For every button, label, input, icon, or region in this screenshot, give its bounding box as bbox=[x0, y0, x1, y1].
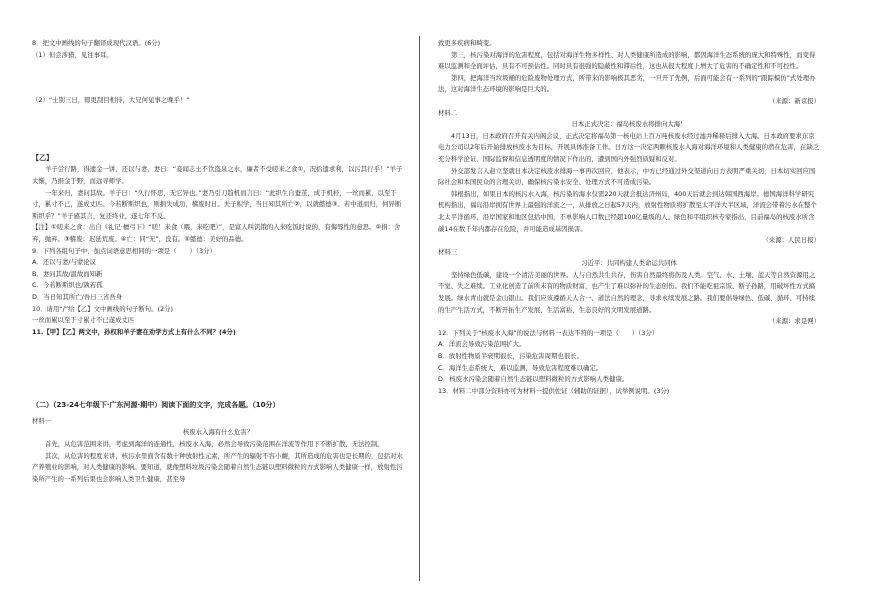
left-column bbox=[32, 38, 404, 485]
material-3-source: （来源：求是网） bbox=[768, 317, 820, 326]
material-1-source: （来源：新京报） bbox=[768, 96, 820, 105]
section-2-heading: （二）（23-24七年级下·广东河源·期中）阅读下面的文字，完成各题。（10分） bbox=[32, 401, 280, 410]
material-3-label: 材料三 bbox=[438, 247, 458, 256]
material-1-paragraph-3: 第三，核污染对海洋的危害程度，包括对海洋生物多样性、对人类健康所造成的影响，都因海洋生态系统的庞大和特殊性，而变得难以监测和全面评估，具有不可预估性。同时具有很强的隐蔽性和滞后性，这也从很大程度上增大了危害的不确定性和不可控性。 bbox=[438, 50, 816, 71]
answer-space bbox=[32, 61, 404, 95]
question-9-option-b: B．妻问其故/温故而知新 bbox=[32, 269, 103, 278]
question-9-option-c: C．今若断斯织也/孰若孤 bbox=[32, 281, 103, 290]
material-2-paragraph-3: 韩根指出，如果日本的核污水入海，核污染的海水仅需220天就会抵达济州岛，400天后就会到达韩国西海岸。德国海洋科学研究机构指出，福岛沿岸拥有世界上最强的洋流之一，从排放之日起57天内，放射性物质将扩散至太平洋大半区域，洋流会带着污水在整个北太平洋循环，沿岸国家和地区包括中国，不单影响人口数已经超100亿量级的人。绿色和平组织核专家指出，目前福岛的核废水所含碳14在数千年内都存在危险，并可能造成基因损害。 bbox=[438, 189, 817, 233]
question-11: 11.【甲】【乙】两文中，孙权和羊子妻在劝学方式上有什么不同？(4分) bbox=[32, 327, 236, 336]
material-1-paragraph-4: 第四，把海洋当垃圾桶的危险废物处理方式，所带来的影响极其恶劣，一旦开了先例，后面可能会有一系列的“跟踪模仿”式处理办法，这对海洋生态环境的影响是巨大的。 bbox=[438, 73, 816, 94]
material-3-title: 习近平：共同构建人类命运共同体 bbox=[581, 259, 677, 268]
material-2-paragraph-2: 外交部发言人赵立坚就日本决定核废水排海一事再次回应，他表示，中方已经通过外交渠道向日方表明严重关切，日本切实回应国际社会和本国民众的合理关切，确保核污染水安全、处理方式不可造成污染。 bbox=[438, 166, 816, 187]
question-12-option-c: C．海洋生态系统大，难以监测，导致危害程度难以确定。 bbox=[438, 363, 603, 372]
passage-yi-heading: 【乙】 bbox=[32, 153, 53, 162]
material-1-continuation: 致更多疾病和畸变。 bbox=[438, 39, 496, 47]
question-13: 13．材料二中部分资料亦可为材料一提供佐证（辅助的证据），试举例说明。(3分) bbox=[438, 386, 670, 395]
material-1-title: 核废水入海有什么危害？ bbox=[182, 428, 254, 437]
right-column bbox=[438, 38, 820, 397]
question-8: 8．把文中画线的句子翻译成现代汉语。(6分) bbox=[32, 39, 161, 47]
question-9-option-d: D．当日知其所亡/吾日三省吾身 bbox=[32, 292, 123, 301]
passage-yi-paragraph-1: 羊子尝行路，得遗金一饼，还以与妻，妻曰：“妾闻志士不饮盗泉之水，廉者不受嗟来之食①，况拾遗求利，以污其行乎！”羊子大惭，乃捐金于野，而远寻师学。 bbox=[32, 165, 403, 185]
answer-space bbox=[32, 141, 404, 153]
question-12-option-b: B．放射性物质半衰期很长，污染危害周期也很长。 bbox=[438, 352, 583, 361]
material-2-paragraph-1: 4月13日，日本政府召开有关内阁会议，正式决定将福岛第一核电站上百万吨核废水经过滤并稀释后排入大海。日本政府要求东京电力公司以2年后开始排放核废水为目标，开展具体准备工作。日方这一决定两颗核废水入海对海洋环境和人类健康的潜在危害，在缺乏充分科学论证、国际监督和信息透明度的情况下作出的，遭到国内外强烈质疑和反对。 bbox=[438, 131, 820, 163]
material-1-paragraph-2: 其次，从危害的程度来讲，核污水里面含有数十种放射性元素，所产生的辐射不容小觑，其所造成的危害也是长期的，包括对水产养殖业的影响，对人类健康的影响。要知道，就像塑料垃圾污染会随着自然生态链以塑料微粒的方式影响人类健康一样，放射性污染所产生的一系列后果也会影响人类卫生健康，甚至导 bbox=[32, 451, 403, 483]
answer-space bbox=[32, 338, 404, 372]
material-1-paragraph-1: 首先，从危害范围来讲，考虑到海洋的连通性，核废水入海，必然会导致污染范围在洋流等作用下不断扩散，无法控制。 bbox=[45, 440, 384, 449]
question-8-sentence-1: （1）但尝涉猎，见往事耳。 bbox=[32, 50, 113, 59]
passage-yi-paragraph-2: 一年来归，妻问其故。羊子曰：“久行怀思，无它异也。”妻乃引刀趋机而言曰：“此织生自蚕茧，成于机杼，一丝而累，以至于寸，累寸不已，遂成丈匹。今若断斯织也，则捐失成功，稽废时日。夫子积学，当日知其所亡②，以就懿德③。若中道而归，何异断斯织乎？”羊子感其言，复还终业，遂七年不反。 bbox=[32, 188, 402, 220]
question-10-sentence: 一丝而累以至于寸累寸不已遂成丈匹 bbox=[32, 316, 135, 325]
column-divider bbox=[419, 36, 420, 581]
question-8-sentence-2: （2）“士别三日，即更刮目相待，大兄何见事之晚乎！” bbox=[32, 96, 190, 105]
question-10: 10．请用“/”给【乙】文中画线的句子断句。(2分) bbox=[32, 304, 173, 313]
question-12-option-d: D．核废水污染会随着自然生态链以塑料微粒的方式影响人类健康。 bbox=[438, 375, 629, 384]
question-12: 12．下列关于“核废水入海”的说法与材料一表达不符的一项是（ ）（3分） bbox=[438, 328, 659, 337]
material-2-title: 日本正式决定：福岛核废水将排向大海！ bbox=[571, 120, 687, 129]
material-3-paragraph-1: 坚持绿色低碳，建设一个清洁美丽的世界。人与自然共生共存，伤害自然最终将伤及人类。空气、水、土壤、蓝天等自然资源用之不觉、失之难续。工业化创造了前所未有的物质财富，也产生了难以弥补的生态创伤。我们不能吃祖宗饭、断子孙路，用破坏性方式搞发展。绿水青山就是金山银山。我们应该遵循天人合一、道法自然的理念，寻求永续发展之路。我们要倡导绿色、低碳、循环、可持续的生产生活方式，不断开拓生产发展、生活富裕、生态良好的文明发展道路。 bbox=[438, 270, 816, 314]
question-9-option-a: A．还以与妻/与蒙论议 bbox=[32, 258, 97, 267]
question-12-option-a: A．洋流会导致污染范围扩大。 bbox=[438, 340, 526, 349]
passage-yi-notes: 【注】①嗟来之食：出自《礼记·檀弓下》“嗟！来食（喂，来吃吧）”，是富人叫饥饿的人来吃饭时说的，有侮辱性的意思。②捐：舍弃，抛弃。③稽废：迟延荒废。④亡：同“无”，没有。⑤懿德：美好的品德。 bbox=[32, 223, 401, 243]
material-2-source: （来源：人民日报） bbox=[762, 236, 820, 245]
material-1-label: 材料一 bbox=[32, 416, 52, 425]
answer-space bbox=[32, 372, 404, 398]
answer-space bbox=[32, 107, 404, 141]
material-2-label: 材料二 bbox=[438, 108, 458, 117]
question-9: 9．下列各组句子中，加点词语意思相同的一项是（ ）（3分） bbox=[32, 246, 216, 255]
